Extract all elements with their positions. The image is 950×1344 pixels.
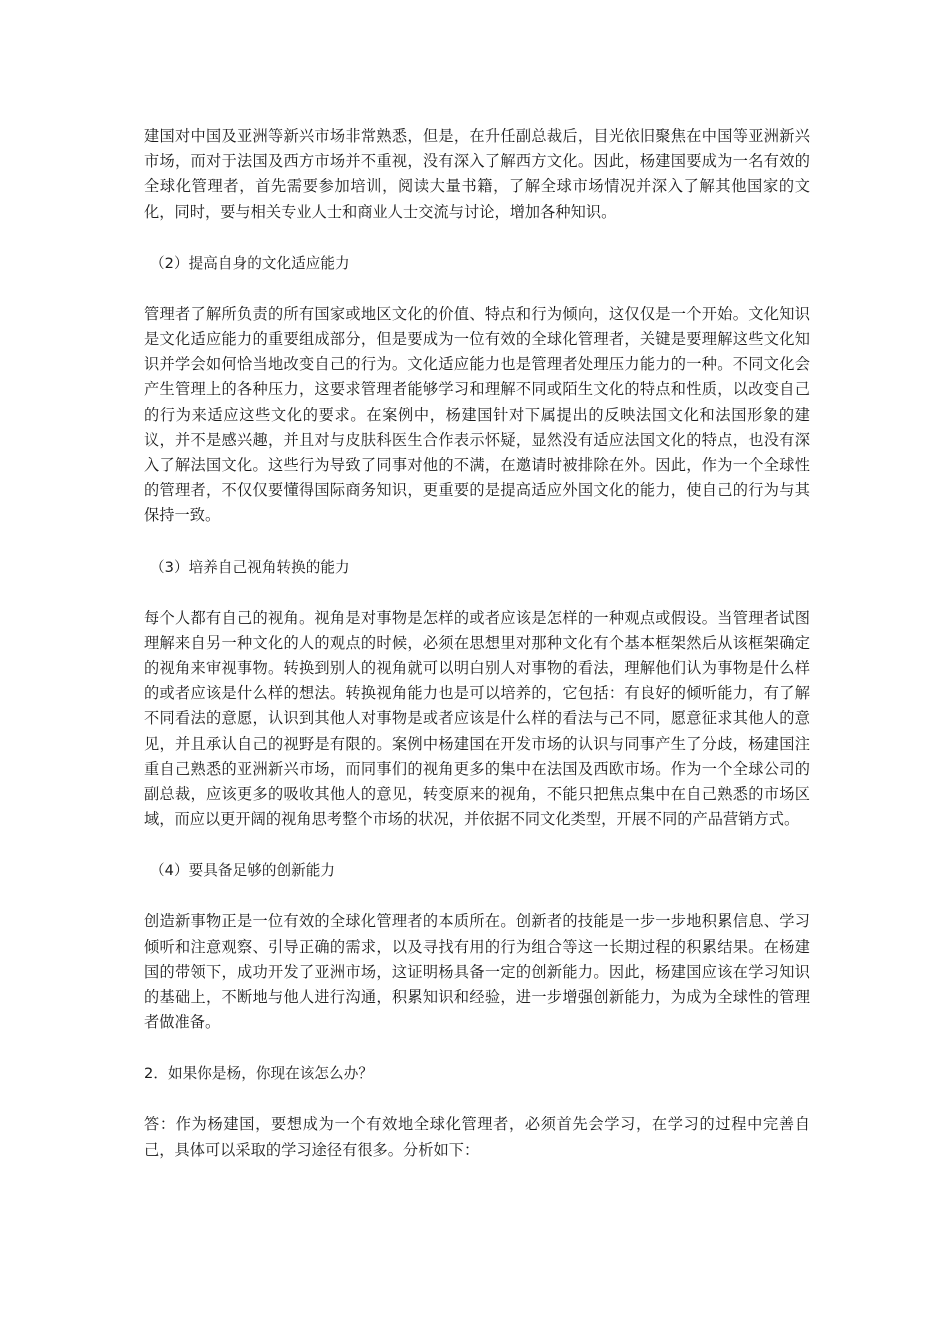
section-heading: （3）培养自己视角转换的能力 [150,558,350,576]
section-heading: （4）要具备足够的创新能力 [150,862,336,880]
section-heading: （2）提高自身的文化适应能力 [150,254,350,272]
paragraph-body: 创造新事物正是一位有效的全球化管理者的本质所在。创新者的技能是一步一步地积累信息、学习倾听和注意观察、引导正确的需求，以及寻找有用的行为组合等这一长期过程的积累结果。在杨建国的带领下，成功开发了亚洲市场，这证明杨具备一定的创新能力。因此，杨建国应该在学习知识的基础上，不断地与他人进行沟通，积累知识和经验，进一步增强创新能力，为成为全球性的管理者做准备。 [144,912,810,1032]
question-heading: 2．如果你是杨，你现在该怎么办？ [144,1065,373,1083]
paragraph-body: 建国对中国及亚洲等新兴市场非常熟悉，但是，在升任副总裁后，目光依旧聚焦在中国等亚洲新兴市场，而对于法国及西方市场并不重视，没有深入了解西方文化。因此，杨建国要成为一名有效的全球化管理者，首先需要参加培训，阅读大量书籍，了解全球市场情况并深入了解其他国家的文化，同时，要与相关专业人士和商业人士交流与讨论，增加各种知识。 [144,127,810,221]
document-page [144,124,810,1163]
paragraph-body: 管理者了解所负责的所有国家或地区文化的价值、特点和行为倾向，这仅仅是一个开始。文化知识是文化适应能力的重要组成部分，但是要成为一位有效的全球化管理者，关键是要理解这些文化知识并学会如何恰当地改变自己的行为。文化适应能力也是管理者处理压力能力的一种。不同文化会产生管理上的各种压力，这要求管理者能够学习和理解不同或陌生文化的特点和性质，以改变自己的行为来适应这些文化的要求。在案例中，杨建国针对下属提出的反映法国文化和法国形象的建议，并不是感兴趣，并且对与皮肤科医生合作表示怀疑，显然没有适应法国文化的特点，也没有深入了解法国文化。这些行为导致了同事对他的不满，在邀请时被排除在外。因此，作为一个全球性的管理者，不仅仅要懂得国际商务知识，更重要的是提高适应外国文化的能力，使自己的行为与其保持一致。 [144,304,810,525]
paragraph-body: 答：作为杨建国，要想成为一个有效地全球化管理者，必须首先会学习，在学习的过程中完善自己，具体可以采取的学习途径有很多。分析如下： [144,1115,810,1159]
paragraph-body: 每个人都有自己的视角。视角是对事物是怎样的或者应该是怎样的一种观点或假设。当管理者试图理解来自另一种文化的人的观点的时候，必须在思想里对那种文化有个基本框架然后从该框架确定的视角来审视事物。转换到别人的视角就可以明白别人对事物的看法，理解他们认为事物是什么样的或者应该是什么样的想法。转换视角能力也是可以培养的，它包括：有良好的倾听能力，有了解不同看法的意愿，认识到其他人对事物是或者应该是什么样的看法与己不同，愿意征求其他人的意见，并且承认自己的视野是有限的。案例中杨建国在开发市场的认识与同事产生了分歧，杨建国注重自己熟悉的亚洲新兴市场，而同事们的视角更多的集中在法国及西欧市场。作为一个全球公司的副总裁，应该更多的吸收其他人的意见，转变原来的视角，不能只把焦点集中在自己熟悉的市场区域，而应以更开阔的视角思考整个市场的状况，并依据不同文化类型，开展不同的产品营销方式。 [144,608,810,829]
